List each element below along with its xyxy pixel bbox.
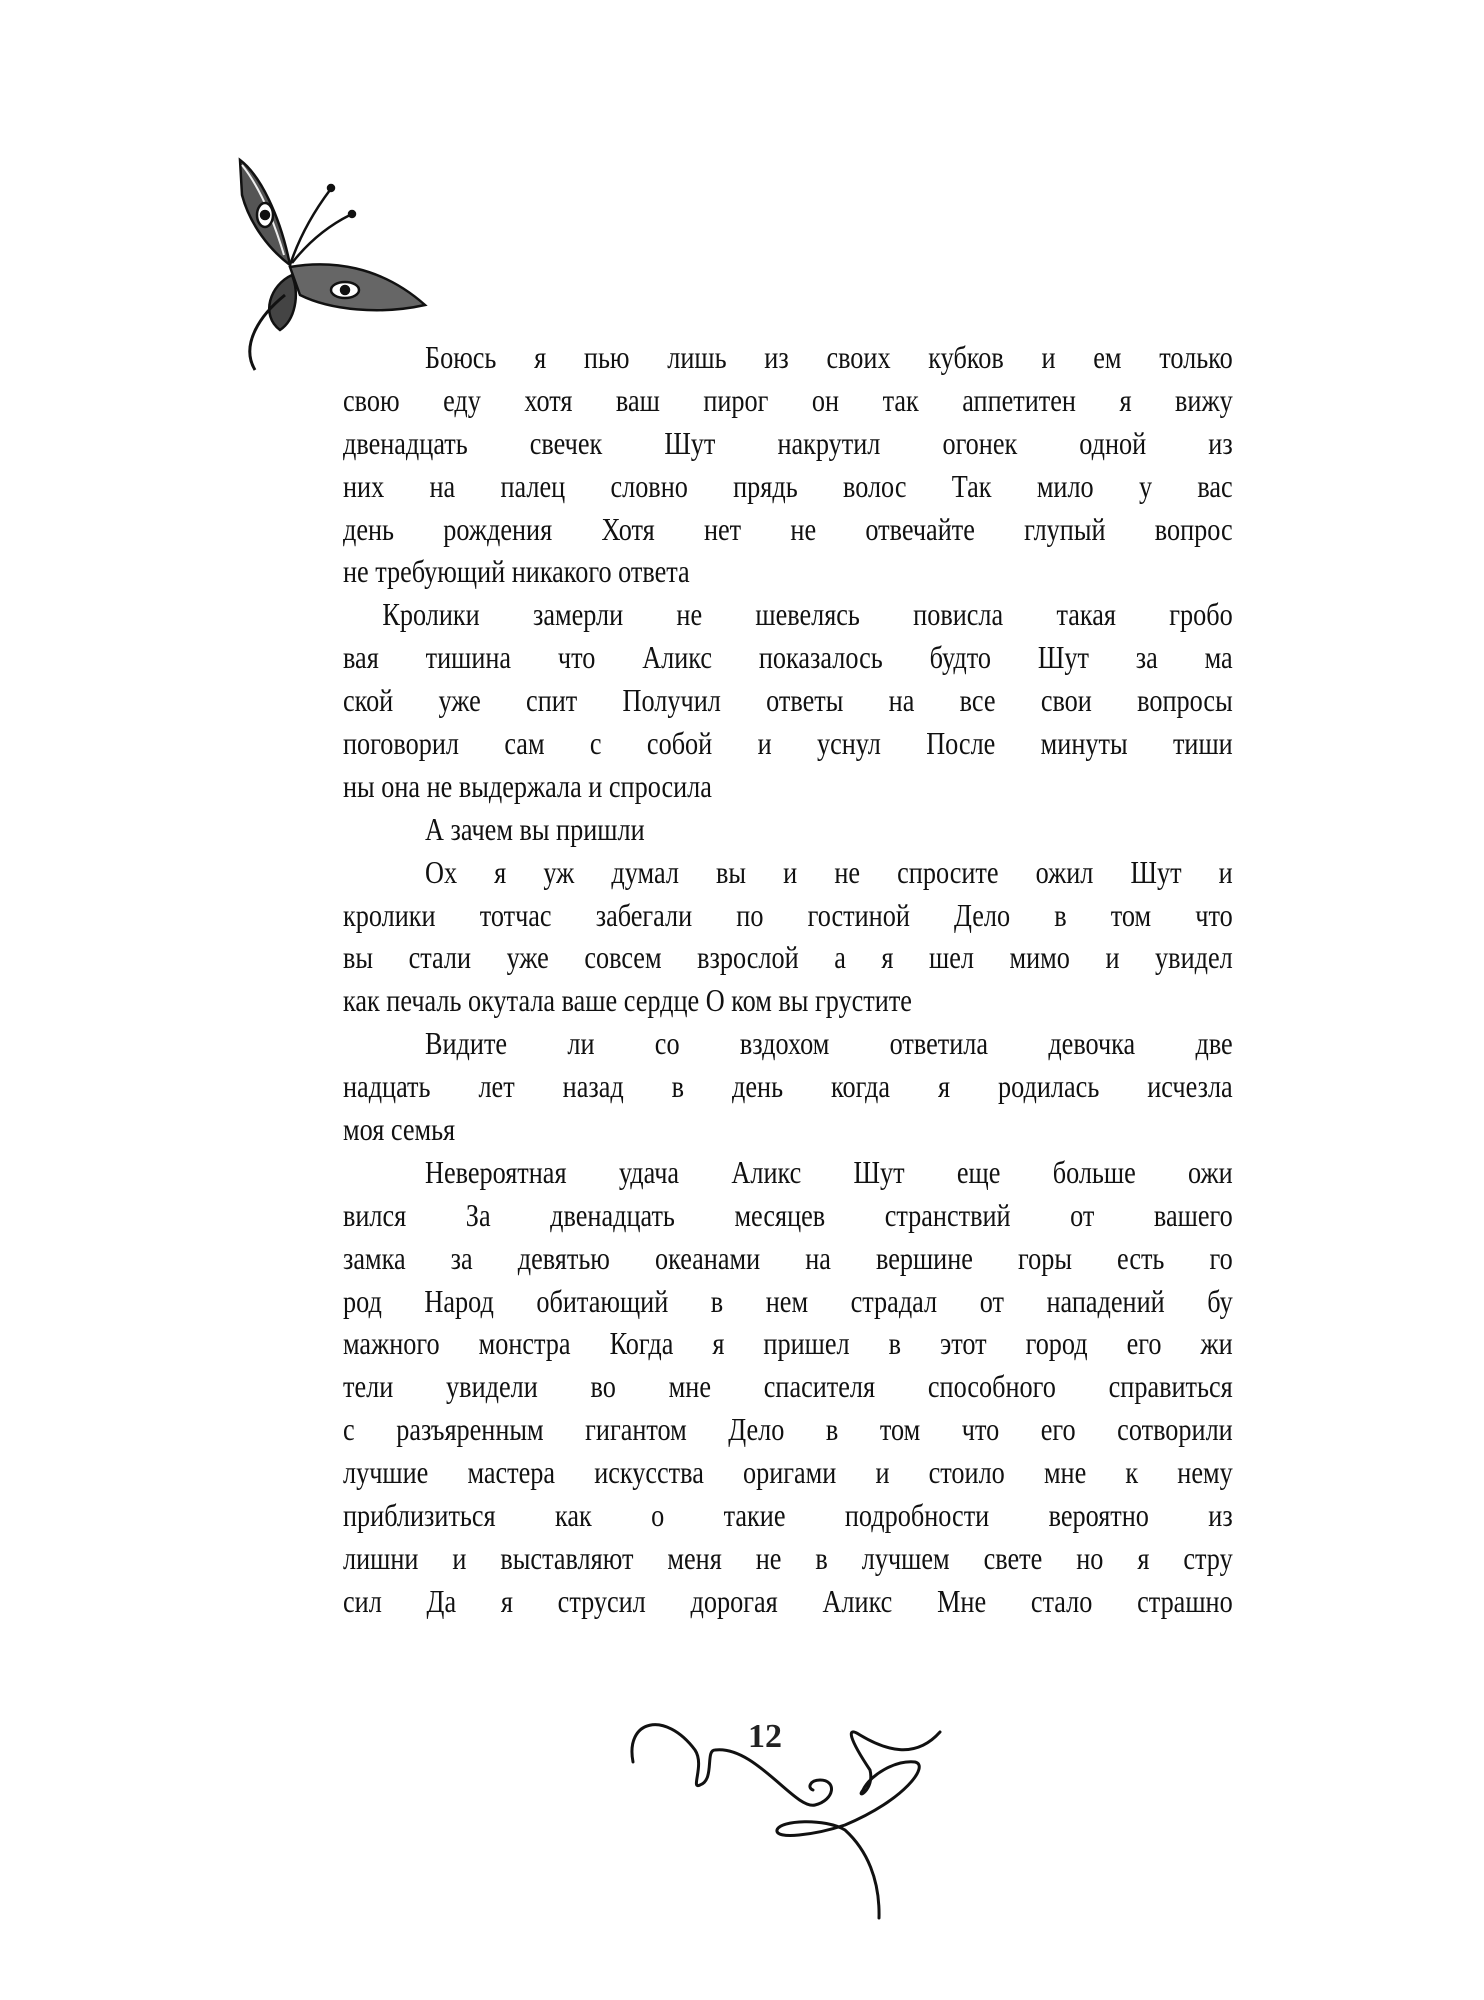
text-line-content: лучшие мастера искусства оригами и стоило мне к нему (343, 1454, 1233, 1491)
text-line (343, 1408, 1233, 1451)
text-line-content: поговорил сам с собой и уснул После минуты тиши (343, 725, 1233, 762)
body-text (343, 336, 1233, 1623)
text-line (343, 808, 1233, 851)
text-line-content: ны она не выдержала и спросила (343, 767, 712, 804)
text-line (343, 1022, 1233, 1065)
text-line (343, 1537, 1233, 1580)
text-line-content: Кролики замерли не шевелясь повисла такая гробо (382, 596, 1233, 633)
text-line-content: вы стали уже совсем взрослой а я шел мимо и увидел (343, 939, 1233, 976)
text-line-content: моя семья (343, 1111, 456, 1148)
text-line-content: мажного монстра Когда я пришел в этот город его жи (343, 1325, 1233, 1362)
text-line-content: не требующий никакого ответа (343, 553, 690, 590)
text-line (343, 593, 1233, 636)
text-line (343, 379, 1233, 422)
text-line-content: лишни и выставляют меня не в лучшем свете но я стру (343, 1539, 1233, 1576)
text-line (343, 979, 1233, 1022)
text-line-content: Невероятная удача Аликс Шут еще больше ожи (425, 1153, 1233, 1190)
text-line (343, 1065, 1233, 1108)
text-line-content: ской уже спит Получил ответы на все свои вопросы (343, 682, 1233, 719)
text-line-content: вая тишина что Аликс показалось будто Шут за ма (343, 639, 1233, 676)
text-line (343, 936, 1233, 979)
text-line-content: них на палец словно прядь волос Так мило у вас (343, 467, 1233, 504)
text-line (343, 1151, 1233, 1194)
text-line-content: кролики тотчас забегали по гостиной Дело в том что (343, 896, 1233, 933)
text-line-content: А зачем вы пришли (425, 810, 645, 847)
text-line (343, 1580, 1233, 1623)
text-line (343, 765, 1233, 808)
text-line-content: Ох я уж думал вы и не спросите ожил Шут и (425, 853, 1233, 890)
page-number: 12 (748, 1718, 782, 1755)
text-line (343, 1280, 1233, 1323)
text-line (343, 1108, 1233, 1151)
text-line-content: надцать лет назад в день когда я родилась исчезла (343, 1068, 1233, 1105)
text-line (343, 722, 1233, 765)
text-line (343, 1322, 1233, 1365)
text-line (343, 422, 1233, 465)
text-line-content: двенадцать свечек Шут накрутил огонек одной из (343, 424, 1233, 461)
text-line (343, 1237, 1233, 1280)
text-line-content: приблизиться как о такие подробности вероятно из (343, 1497, 1233, 1534)
text-line (343, 679, 1233, 722)
text-line-content: замка за девятью океанами на вершине горы есть го (343, 1239, 1233, 1276)
text-line-content: как печаль окутала ваше сердце О ком вы грустите (343, 982, 912, 1019)
text-line (343, 1494, 1233, 1537)
text-line (343, 550, 1233, 593)
text-line-content: с разъяренным гигантом Дело в том что его сотворили (343, 1411, 1233, 1448)
text-line-content: Боюсь я пью лишь из своих кубков и ем только (425, 339, 1233, 375)
text-line-content: сил Да я струсил дорогая Аликс Мне стало страшно (343, 1582, 1233, 1619)
text-line (343, 1365, 1233, 1408)
text-line (343, 636, 1233, 679)
text-line (343, 894, 1233, 937)
text-line (343, 508, 1233, 551)
text-line-content: Видите ли со вздохом ответила девочка две (425, 1025, 1233, 1062)
text-line-content: день рождения Хотя нет не отвечайте глупый вопрос (343, 510, 1233, 547)
text-line (343, 851, 1233, 894)
text-line (343, 1194, 1233, 1237)
text-line (343, 336, 1233, 379)
text-line-content: род Народ обитающий в нем страдал от нападений бу (343, 1282, 1233, 1319)
text-line (343, 465, 1233, 508)
text-line-content: тели увидели во мне спасителя способного справиться (343, 1368, 1233, 1405)
text-line-content: вился За двенадцать месяцев странствий от вашего (343, 1196, 1233, 1233)
text-line-content: свою еду хотя ваш пирог он так аппетитен я вижу (343, 381, 1233, 418)
text-line (343, 1451, 1233, 1494)
